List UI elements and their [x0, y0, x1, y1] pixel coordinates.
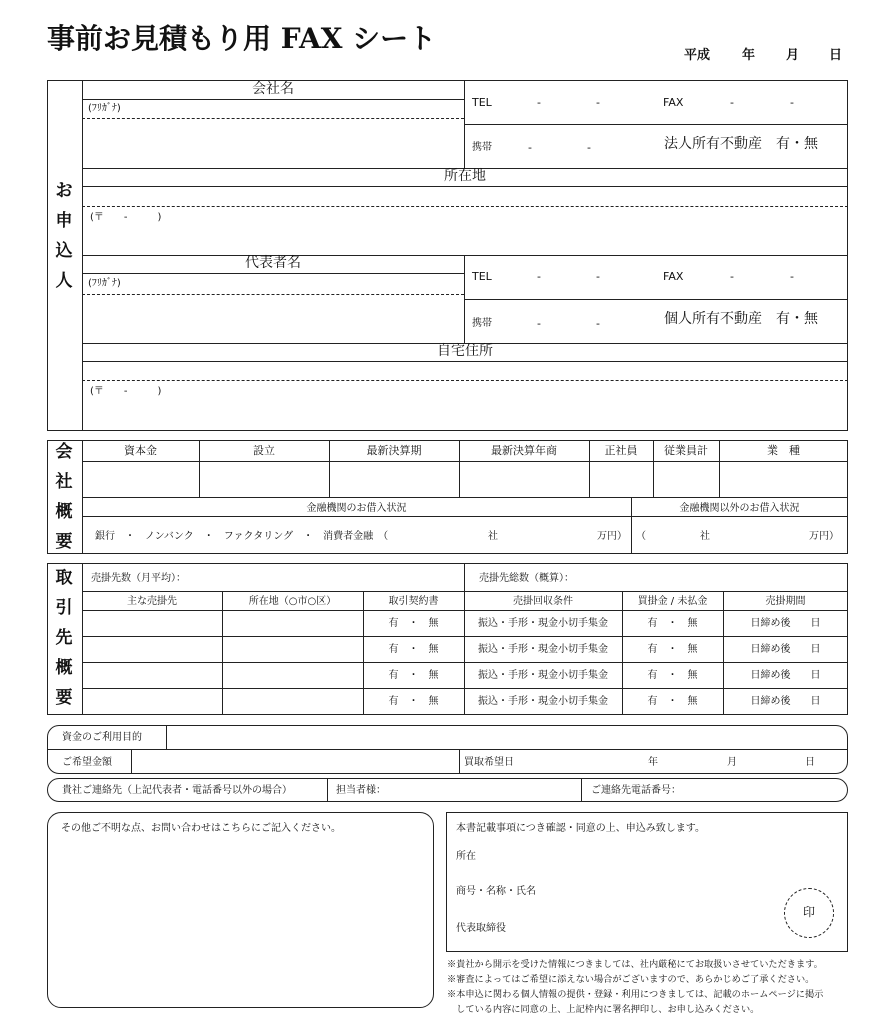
company-tel-label: TEL [472, 96, 492, 109]
date-day: 日 [829, 48, 843, 63]
corp-property-option[interactable]: 法人所有不動産 有・無 [664, 136, 818, 152]
consent-statement: 本書記載事項につき確認・同意の上、申込み致します。 [456, 823, 705, 834]
bank-loans-header: 金融機関のお借入状況 [306, 503, 407, 514]
desired-date-label: 買取希望日 [464, 757, 514, 768]
founded-header: 設立 [253, 444, 275, 457]
fiscal-period-header: 最新決算期 [366, 444, 422, 457]
payable-option[interactable]: 有 ・ 無 [647, 618, 698, 629]
non-bank-loans-header: 金融機関以外のお借入状況 [679, 503, 800, 514]
representative-furigana-label: (ﾌﾘｶﾞﾅ) [88, 278, 121, 289]
annual-sales-field[interactable] [460, 463, 588, 496]
location-field[interactable] [83, 188, 847, 254]
period-field[interactable]: 日締め後 日 [750, 644, 821, 655]
note-item: ※本申込に関わる個人情報の提供・登録・利用につきましては、記載のホームページに掲示 [447, 989, 824, 1000]
table-row[interactable] [83, 690, 221, 713]
location-label: 所在地 [444, 168, 486, 184]
representative-fax-label: FAX [663, 270, 684, 283]
table-row[interactable] [83, 664, 221, 687]
payable-option[interactable]: 有 ・ 無 [647, 644, 698, 655]
representative-furigana-field[interactable] [82, 294, 464, 295]
contract-option[interactable]: 有 ・ 無 [388, 618, 439, 629]
contact-phone-field[interactable] [690, 780, 840, 800]
seal-stamp-area[interactable] [784, 888, 834, 938]
industry-field[interactable] [720, 463, 847, 496]
loan-type-options[interactable]: 銀行 ・ ノンバンク ・ ファクタリング ・ 消費者金融 （ [95, 531, 389, 542]
collection-option[interactable]: 振込・手形・現金小切手集金 [478, 696, 608, 707]
company-mobile-label: 携帯 [472, 142, 492, 153]
regular-staff-field[interactable] [590, 463, 652, 496]
page-title: 事前お見積もり用 FAX シート [47, 22, 437, 55]
home-address-label: 自宅住所 [437, 343, 493, 359]
fiscal-period-field[interactable] [330, 463, 458, 496]
company-name-field[interactable] [83, 120, 463, 167]
location-postal: (〒 - ) [90, 212, 162, 223]
period-header: 売掛期間 [765, 596, 806, 607]
contract-header: 取引契約書 [388, 596, 439, 607]
contact-label: 貴社ご連絡先（上記代表者・電話番号以外の場合） [62, 785, 292, 796]
representative-mobile-label: 携帯 [472, 318, 492, 329]
employees-field[interactable] [654, 463, 718, 496]
industry-header: 業 種 [767, 444, 800, 457]
capital-field[interactable] [83, 463, 198, 496]
purpose-field[interactable] [168, 727, 838, 748]
seal-icon-label: 印 [802, 905, 815, 919]
clients-side-label: 取 引 先 概 要 [55, 568, 73, 708]
date-month: 月 [786, 48, 800, 63]
employees-header: 従業員計 [664, 444, 708, 457]
trade-name-label: 商号・名称・氏名 [456, 886, 536, 897]
desired-date-day[interactable]: 日 [805, 757, 815, 768]
person-in-charge-field[interactable] [400, 780, 579, 800]
desired-date-year[interactable]: 年 [648, 757, 658, 768]
representative-label: 代表者名 [245, 255, 301, 271]
period-field[interactable]: 日締め後 日 [750, 670, 821, 681]
capital-header: 資本金 [124, 444, 157, 457]
client-location-field[interactable] [223, 638, 362, 661]
payable-option[interactable]: 有 ・ 無 [647, 696, 698, 707]
monthly-client-count-label: 売掛先数（月平均）： [91, 573, 186, 584]
desired-amount-field[interactable] [133, 751, 458, 773]
home-postal: (〒 - ) [90, 386, 162, 397]
collection-option[interactable]: 振込・手形・現金小切手集金 [478, 670, 608, 681]
client-location-field[interactable] [223, 612, 362, 635]
consent-address-label: 所在 [456, 851, 476, 862]
regular-staff-header: 正社員 [604, 444, 638, 457]
note-item: ※貴社から開示を受けた情報につきましては、社内厳秘にてお取扱いさせていただきます。 [447, 959, 823, 970]
annual-sales-header: 最新決算年商 [491, 444, 557, 457]
collection-header: 売掛回収条件 [513, 596, 573, 607]
contract-option[interactable]: 有 ・ 無 [388, 670, 439, 681]
date-year: 年 [742, 48, 756, 63]
inquiry-label: その他ご不明な点、お問い合わせはこちらにご記入ください。 [61, 823, 341, 834]
home-address-field[interactable] [83, 363, 847, 429]
client-location-header: 所在地（○市○区） [248, 596, 337, 607]
table-row[interactable] [83, 612, 221, 635]
consent-address-field[interactable] [490, 846, 780, 866]
person-in-charge-label: 担当者様： [336, 785, 386, 796]
purpose-label: 資金のご利用目的 [62, 732, 142, 743]
collection-option[interactable]: 振込・手形・現金小切手集金 [478, 644, 608, 655]
total-client-count-label: 売掛先総数（概算）： [479, 573, 574, 584]
inquiry-field[interactable] [47, 812, 434, 1008]
director-name-field[interactable] [530, 918, 770, 938]
client-location-field[interactable] [223, 664, 362, 687]
applicant-side-label: お 申 込 人 [55, 181, 73, 291]
main-client-header: 主な売掛先 [127, 596, 177, 607]
director-label: 代表取締役 [456, 923, 506, 934]
period-field[interactable]: 日締め後 日 [750, 618, 821, 629]
date-era: 平成 [684, 48, 711, 63]
note-item: している内容に同意の上、上記枠内に署名押印し、お申し込みください。 [447, 1004, 760, 1015]
company-furigana-label: (ﾌﾘｶﾞﾅ) [88, 103, 121, 114]
representative-tel-label: TEL [472, 270, 492, 283]
company-name-label: 会社名 [252, 81, 294, 97]
contract-option[interactable]: 有 ・ 無 [388, 644, 439, 655]
company-furigana-field[interactable] [82, 118, 464, 119]
collection-option[interactable]: 振込・手形・現金小切手集金 [478, 618, 608, 629]
representative-name-field[interactable] [83, 296, 463, 342]
client-location-field[interactable] [223, 690, 362, 713]
company-fax-label: FAX [663, 96, 684, 109]
note-item: ※審査によってはご希望に添えない場合がございますので、あらかじめご了承ください。 [447, 974, 815, 985]
contact-phone-label: ご連絡先電話番号： [591, 785, 681, 796]
desired-date-month[interactable]: 月 [727, 757, 737, 768]
payable-header: 買掛金 / 未払金 [637, 596, 708, 607]
personal-property-option[interactable]: 個人所有不動産 有・無 [664, 311, 818, 327]
trade-name-field[interactable] [550, 881, 780, 901]
contract-option[interactable]: 有 ・ 無 [388, 696, 439, 707]
table-row[interactable] [83, 638, 221, 661]
desired-amount-label: ご希望金額 [62, 757, 112, 768]
payable-option[interactable]: 有 ・ 無 [647, 670, 698, 681]
period-field[interactable]: 日締め後 日 [750, 696, 821, 707]
company-side-label: 会 社 概 要 [55, 442, 73, 552]
founded-field[interactable] [200, 463, 328, 496]
